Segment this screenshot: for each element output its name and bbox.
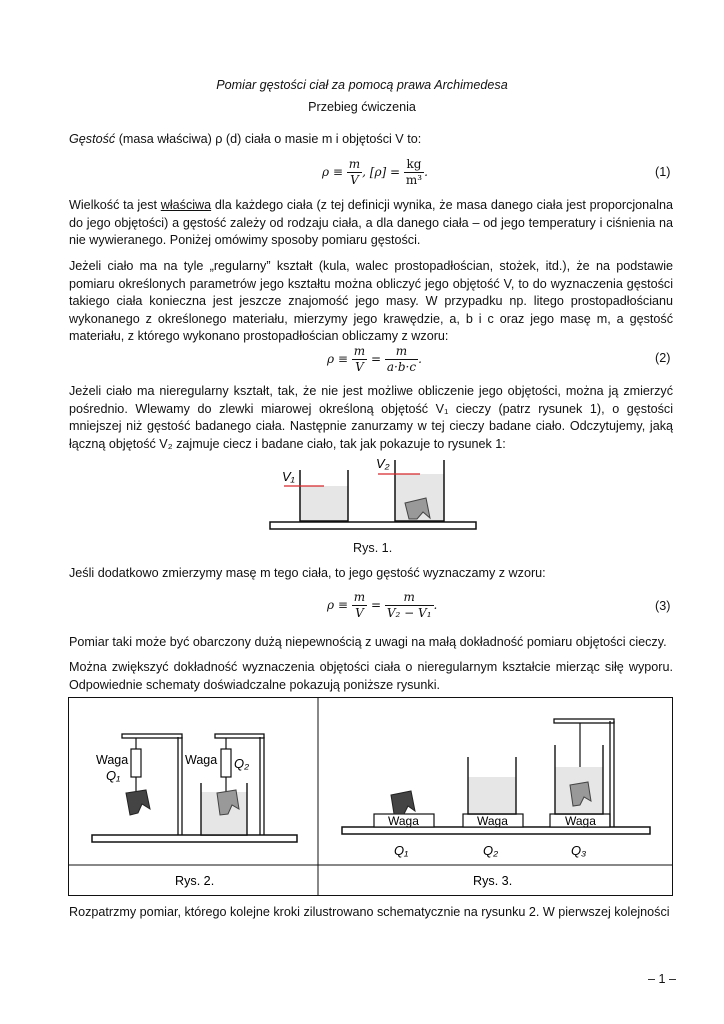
fig2-q1: Q₁: [106, 768, 121, 783]
fig3-arm: [554, 719, 614, 723]
fig2-body-air: [126, 790, 150, 815]
eq3-den1: V: [355, 606, 364, 620]
eq3-end: .: [433, 598, 438, 612]
eq2-fraction-2: [385, 344, 418, 375]
page-number: – 1 –: [648, 972, 677, 986]
eq1-unit-num: kg: [404, 157, 424, 173]
eq3-lhs: ρ ≡: [327, 598, 348, 612]
fig2-q2: Q₂: [234, 756, 250, 771]
fig3-body-dry: [391, 791, 415, 814]
equation-3: [327, 590, 437, 621]
eq2-num2: m: [385, 344, 418, 360]
paragraph-2: Jeżeli ciało ma na tyle „regularny” kształt (kula, walec prostopadłościan, stożek, itd.), że na podstawie pomiaru określonych parametrów jego kształtu można obliczyć jego objętość V, to do wyznaczenia gęstości takiego ciała konieczna jest jeszcze znajomość jego masy. W przypadku np. litego prostopadłościanu wykonanego z określonego materiału, mierzymy jego krawędzie, a, b i c oraz jego masę m, a gęstość materiału, z którego wykonano prostopadłościan obliczamy z wzoru:: [69, 259, 673, 344]
eq2-fraction-1: [352, 344, 367, 375]
intro-line: [69, 131, 673, 149]
para1-end: dla każdego ciała (z tej definicji wynika, że masa danego ciała jest proporcjonalna do jego objętości) a gęstość zależy od rodzaju ciała, a dla danego ciała – od jego temperatury i ciśnienia na nie wywieranego. Poniżej omówimy sposoby pomiaru gęstości.: [69, 198, 673, 248]
figure-table: [68, 697, 674, 897]
fig2-waga-1: Waga: [96, 753, 129, 767]
eq3-fraction-1: [352, 590, 367, 621]
paragraph-6: Można zwiększyć dokładność wyznaczenia objętości ciała o nieregularnym kształcie mierząc siłę wyporu. Odpowiednie schematy doświadczalne pokazują poniższe rysunki.: [69, 660, 673, 692]
intro-text: (masa właściwa) ρ (d) ciała o masie m i objętości V to:: [115, 132, 422, 146]
paragraph-4: Jeśli dodatkowo zmierzymy masę m tego ciała, to jego gęstość wyznaczamy z wzoru:: [69, 566, 546, 580]
fig3-base: [342, 827, 650, 834]
eq1-unit-den: m³: [405, 173, 423, 187]
equation-2: [327, 344, 422, 375]
density-term: Gęstość: [69, 132, 116, 146]
fig3-q2: Q₂: [483, 843, 499, 858]
eq1-end: .: [424, 165, 428, 179]
fig3-waga-2: Waga: [477, 814, 508, 828]
document-title: Pomiar gęstości ciał za pomocą prawa Archimedesa: [216, 78, 508, 92]
eq3-num2: m: [385, 590, 434, 606]
fig3-q1: Q₁: [394, 843, 409, 858]
figure-3: [342, 719, 650, 858]
eq2-end: .: [418, 352, 422, 366]
figure-2-caption: Rys. 2.: [175, 874, 215, 888]
fig2-waga-2: Waga: [185, 753, 218, 767]
fig2-scale-1: [131, 749, 141, 777]
eq2-lhs: ρ ≡: [327, 352, 348, 366]
eq2-num1: m: [353, 344, 366, 358]
eq3-den2: V₂ − V₁: [386, 606, 432, 620]
paragraph-3: Jeżeli ciało ma nieregularny kształt, tak, że nie jest możliwe obliczenie jego objętości, można ją zmierzyć pośrednio. Wlewamy do zlewki miarowej określoną objętość V₁ cieczy (patrz rysunek 1), o gęstości mniejszej niż gęstość badanego ciała. Następnie zanurzamy w tej cieczy badane ciało. Odczytujemy, jaką łączną objętość V₂ zajmuje ciecz i badane ciało, tak jak pokazuje to rysunek 1:: [69, 384, 673, 451]
equation-1-number: (1): [655, 165, 671, 179]
fig2-arm-2: [215, 734, 264, 738]
para1-underlined: właściwa: [160, 198, 212, 212]
fig1-liquid-1: [300, 486, 348, 521]
fig3-liquid-2: [468, 777, 516, 814]
fig3-q3: Q₃: [571, 843, 587, 858]
eq2-den2: a·b·c: [386, 360, 417, 374]
eq3-num1: m: [353, 590, 366, 604]
eq3-equals: =: [370, 598, 382, 612]
paragraph-1: [69, 197, 673, 250]
eq1-num: m: [348, 157, 361, 171]
para1-start: Wielkość ta jest: [69, 198, 161, 212]
eq3-fraction-2: [385, 590, 434, 621]
paragraph-7: Rozpatrzmy pomiar, którego kolejne kroki zilustrowano schematycznie na rysunku 2. W pierwszej kolejności: [69, 905, 670, 919]
fig1-v2-label: V₂: [376, 456, 390, 471]
fig2-base: [92, 835, 297, 842]
eq1-fraction: [347, 157, 362, 188]
fig1-v1-label: V₁: [282, 469, 295, 484]
eq1-lhs: ρ ≡: [322, 165, 343, 179]
fig2-arm-1: [122, 734, 182, 738]
figure-1-caption: Rys. 1.: [353, 541, 393, 555]
figure-3-caption: Rys. 3.: [473, 874, 513, 888]
eq2-equals: =: [370, 352, 382, 366]
fig2-scale-2: [221, 749, 231, 777]
figure-2: [92, 734, 297, 842]
equation-1: [322, 157, 428, 188]
eq2-den1: V: [355, 360, 364, 374]
equation-2-number: (2): [655, 351, 671, 365]
equation-3-number: (3): [655, 599, 671, 613]
figure-1: [260, 452, 480, 536]
paragraph-5: Pomiar taki może być obarczony dużą niepewnością z uwagi na małą dokładność pomiaru objętości cieczy.: [69, 635, 667, 649]
fig3-waga-1: Waga: [388, 814, 419, 828]
eq1-unit-lhs: , [ρ] =: [362, 165, 401, 179]
eq1-den: V: [350, 173, 359, 187]
fig3-waga-3: Waga: [565, 814, 596, 828]
eq1-unit-fraction: [404, 157, 424, 188]
fig1-shelf: [270, 522, 476, 529]
document-subtitle: Przebieg ćwiczenia: [308, 100, 416, 114]
